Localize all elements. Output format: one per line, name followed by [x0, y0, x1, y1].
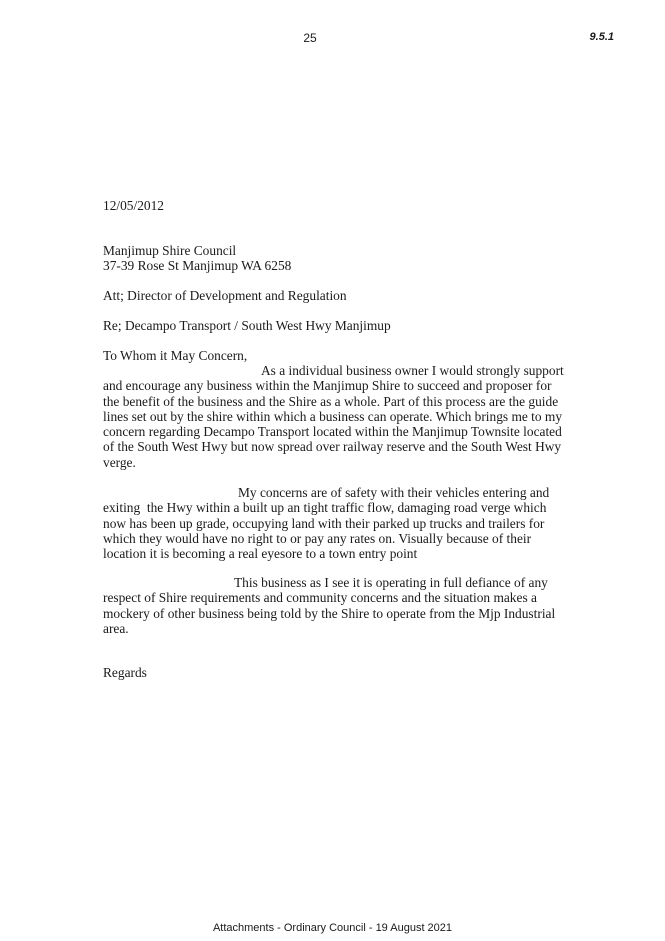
- paragraph-line: and encourage any business within the Manjimup Shire to succeed and proposer for: [103, 378, 552, 394]
- paragraph-line: My concerns are of safety with their vehicles entering and: [238, 485, 550, 500]
- paragraph-line: location it is becoming a real eyesore to a town entry point: [103, 546, 418, 562]
- attention-line: Att; Director of Development and Regulation: [103, 288, 347, 303]
- paragraph-2: [103, 485, 549, 561]
- page-footer: Attachments - Ordinary Council - 19 August 2021: [212, 922, 453, 934]
- paragraph-line: now has been up grade, occupying land with their parked up trucks and trailers for: [103, 515, 545, 531]
- paragraph-line: concern regarding Decampo Transport located within the Manjimup Townsite located: [103, 424, 562, 440]
- letter-date: 12/05/2012: [103, 198, 165, 213]
- paragraph-3: [103, 575, 555, 636]
- recipient-line: Manjimup Shire Council: [103, 243, 237, 258]
- paragraph-line: of the South West Hwy but now spread over railway reserve and the South West Hwy: [103, 439, 562, 455]
- paragraph-line: This business as I see it is operating in full defiance of any: [234, 575, 548, 590]
- recipient-address: [103, 243, 291, 274]
- paragraph-line: the benefit of the business and the Shire as a whole. Part of this process are the guide: [103, 393, 559, 409]
- page-number: 25: [303, 31, 317, 45]
- recipient-line: 37-39 Rose St Manjimup WA 6258: [103, 258, 292, 274]
- paragraph-line: As a individual business owner I would strongly support: [261, 363, 564, 378]
- paragraph-1: [103, 363, 564, 470]
- paragraph-line: mockery of other business being told by the Shire to operate from the Mjp Industrial: [103, 605, 556, 621]
- paragraph-line: respect of Shire requirements and community concerns and the situation makes a: [103, 590, 537, 606]
- closing: Regards: [103, 665, 147, 680]
- paragraph-line: verge.: [103, 454, 136, 470]
- paragraph-line: which they would have no right to or pay any rates on. Visually because of their: [103, 530, 532, 546]
- paragraph-line: area.: [103, 620, 129, 636]
- paragraph-line: exiting the Hwy within a built up an tight traffic flow, damaging road verge which: [103, 500, 547, 516]
- item-reference: 9.5.1: [589, 31, 614, 43]
- paragraph-line: lines set out by the shire within which a business can operate. Which brings me to my: [103, 408, 563, 424]
- subject-line: Re; Decampo Transport / South West Hwy Manjimup: [103, 318, 391, 333]
- salutation: To Whom it May Concern,: [103, 348, 248, 363]
